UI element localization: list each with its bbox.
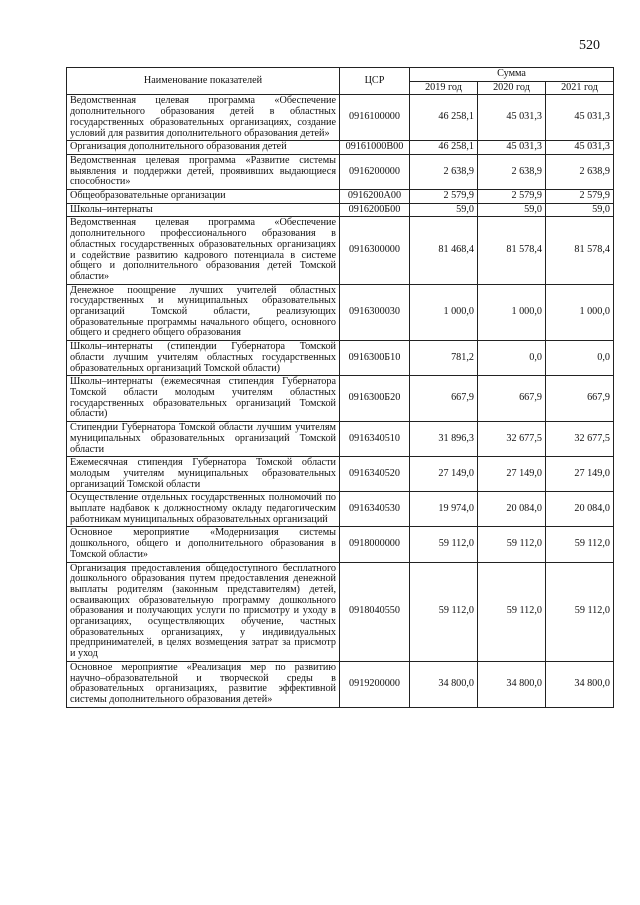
row-csr-cell: 0916100000 <box>340 95 410 141</box>
table-row <box>67 217 614 284</box>
row-value-2021: 59,0 <box>546 203 614 217</box>
row-csr-cell: 0916200А00 <box>340 190 410 204</box>
table-row <box>67 562 614 661</box>
table-row <box>67 141 614 155</box>
row-value-2019: 19 974,0 <box>410 492 478 527</box>
row-value-2020: 20 084,0 <box>478 492 546 527</box>
row-value-2020: 667,9 <box>478 376 546 422</box>
row-csr-cell: 0916200Б00 <box>340 203 410 217</box>
row-name-cell: Организация предоставления общедоступного бесплатного дошкольного образования путем предоставления денежной выплаты родителям (законным представителям) детей, осваивающих образовательную программу дошкольного образования и получающих услуги по присмотру и уходу в организациях, осуществляющих обучение, частных образовательных организациях, у индивидуальных предпринимателей, в целях возмещения затрат за присмотр и уход <box>67 562 340 661</box>
row-value-2021: 27 149,0 <box>546 457 614 492</box>
row-value-2020: 0,0 <box>478 341 546 376</box>
row-name-cell: Школы–интернаты (стипендии Губернатора Томской области лучшим учителям областных государственных образовательных организаций Томской области) <box>67 341 340 376</box>
row-value-2020: 2 638,9 <box>478 154 546 189</box>
table-row <box>67 527 614 562</box>
row-csr-cell: 0918000000 <box>340 527 410 562</box>
row-value-2019: 1 000,0 <box>410 284 478 341</box>
row-value-2019: 31 896,3 <box>410 422 478 457</box>
row-value-2020: 45 031,3 <box>478 141 546 155</box>
row-value-2020: 27 149,0 <box>478 457 546 492</box>
row-csr-cell: 0916340530 <box>340 492 410 527</box>
row-value-2020: 59,0 <box>478 203 546 217</box>
row-value-2020: 59 112,0 <box>478 527 546 562</box>
row-value-2021: 32 677,5 <box>546 422 614 457</box>
header-year-2020: 2020 год <box>478 81 546 95</box>
table-body <box>67 95 614 707</box>
table-row <box>67 661 614 707</box>
table-row <box>67 154 614 189</box>
row-value-2019: 34 800,0 <box>410 661 478 707</box>
row-value-2021: 59 112,0 <box>546 562 614 661</box>
row-value-2021: 2 579,9 <box>546 190 614 204</box>
row-value-2020: 32 677,5 <box>478 422 546 457</box>
row-value-2021: 45 031,3 <box>546 141 614 155</box>
row-value-2019: 781,2 <box>410 341 478 376</box>
table-row <box>67 203 614 217</box>
row-value-2019: 2 579,9 <box>410 190 478 204</box>
table-row <box>67 95 614 141</box>
row-csr-cell: 0918040550 <box>340 562 410 661</box>
table-row <box>67 190 614 204</box>
row-csr-cell: 0916300000 <box>340 217 410 284</box>
row-name-cell: Школы–интернаты (ежемесячная стипендия Губернатора Томской области молодым учителям областных государственных образовательных организаций Томской области) <box>67 376 340 422</box>
row-name-cell: Школы–интернаты <box>67 203 340 217</box>
table-row <box>67 492 614 527</box>
row-value-2021: 20 084,0 <box>546 492 614 527</box>
header-csr: ЦСР <box>340 68 410 95</box>
row-name-cell: Основное мероприятие «Реализация мер по развитию научно–образовательной и творческой среды в образовательных организациях, развитие эффективной системы дополнительного образования детей» <box>67 661 340 707</box>
row-name-cell: Денежное поощрение лучших учителей областных государственных и муниципальных образовательных организаций Томской области, реализующих образовательные программы начального общего, основного общего и среднего общего образования <box>67 284 340 341</box>
row-value-2019: 667,9 <box>410 376 478 422</box>
header-name: Наименование показателей <box>67 68 340 95</box>
table-row <box>67 284 614 341</box>
budget-table <box>66 67 614 708</box>
row-name-cell: Стипендии Губернатора Томской области лучшим учителям муниципальных образовательных организаций Томской области <box>67 422 340 457</box>
row-name-cell: Ежемесячная стипендия Губернатора Томской области молодым учителям муниципальных образовательных организаций Томской области <box>67 457 340 492</box>
row-value-2019: 81 468,4 <box>410 217 478 284</box>
row-value-2020: 2 579,9 <box>478 190 546 204</box>
row-name-cell: Ведомственная целевая программа «Развитие системы выявления и поддержки детей, проявивших выдающиеся способности» <box>67 154 340 189</box>
table-row <box>67 457 614 492</box>
row-csr-cell: 0916340520 <box>340 457 410 492</box>
row-csr-cell: 0916300Б10 <box>340 341 410 376</box>
row-name-cell: Ведомственная целевая программа «Обеспечение дополнительного образования детей в областных государственных образовательных организациях, создание условий для развития дополнительного образования детей» <box>67 95 340 141</box>
row-value-2020: 1 000,0 <box>478 284 546 341</box>
row-value-2021: 59 112,0 <box>546 527 614 562</box>
row-name-cell: Основное мероприятие «Модернизация системы дошкольного, общего и дополнительного образования в Томской области» <box>67 527 340 562</box>
row-name-cell: Организация дополнительного образования детей <box>67 141 340 155</box>
row-value-2021: 1 000,0 <box>546 284 614 341</box>
row-csr-cell: 09161000В00 <box>340 141 410 155</box>
row-value-2019: 46 258,1 <box>410 95 478 141</box>
row-value-2019: 27 149,0 <box>410 457 478 492</box>
row-value-2021: 2 638,9 <box>546 154 614 189</box>
row-csr-cell: 0919200000 <box>340 661 410 707</box>
row-value-2021: 45 031,3 <box>546 95 614 141</box>
row-value-2019: 2 638,9 <box>410 154 478 189</box>
row-csr-cell: 0916200000 <box>340 154 410 189</box>
row-value-2019: 59 112,0 <box>410 562 478 661</box>
row-value-2021: 667,9 <box>546 376 614 422</box>
header-year-2019: 2019 год <box>410 81 478 95</box>
row-value-2019: 59,0 <box>410 203 478 217</box>
row-value-2019: 46 258,1 <box>410 141 478 155</box>
row-value-2020: 45 031,3 <box>478 95 546 141</box>
page-number: 520 <box>579 38 600 53</box>
row-name-cell: Ведомственная целевая программа «Обеспечение дополнительного профессионального образования в областных государственных образовательных организациях и содействие развитию кадрового потенциала в системе общего и дополнительного образования детей Томской области» <box>67 217 340 284</box>
row-value-2020: 34 800,0 <box>478 661 546 707</box>
row-name-cell: Общеобразовательные организации <box>67 190 340 204</box>
table-row <box>67 376 614 422</box>
row-csr-cell: 0916340510 <box>340 422 410 457</box>
header-sum: Сумма <box>410 68 614 82</box>
row-value-2021: 0,0 <box>546 341 614 376</box>
row-value-2020: 59 112,0 <box>478 562 546 661</box>
row-value-2021: 34 800,0 <box>546 661 614 707</box>
row-name-cell: Осуществление отдельных государственных полномочий по выплате надбавок к должностному окладу педагогическим работникам муниципальных образовательных организаций <box>67 492 340 527</box>
table-row <box>67 341 614 376</box>
row-value-2019: 59 112,0 <box>410 527 478 562</box>
row-value-2020: 81 578,4 <box>478 217 546 284</box>
table-row <box>67 422 614 457</box>
row-csr-cell: 0916300Б20 <box>340 376 410 422</box>
row-value-2021: 81 578,4 <box>546 217 614 284</box>
row-csr-cell: 0916300030 <box>340 284 410 341</box>
header-year-2021: 2021 год <box>546 81 614 95</box>
